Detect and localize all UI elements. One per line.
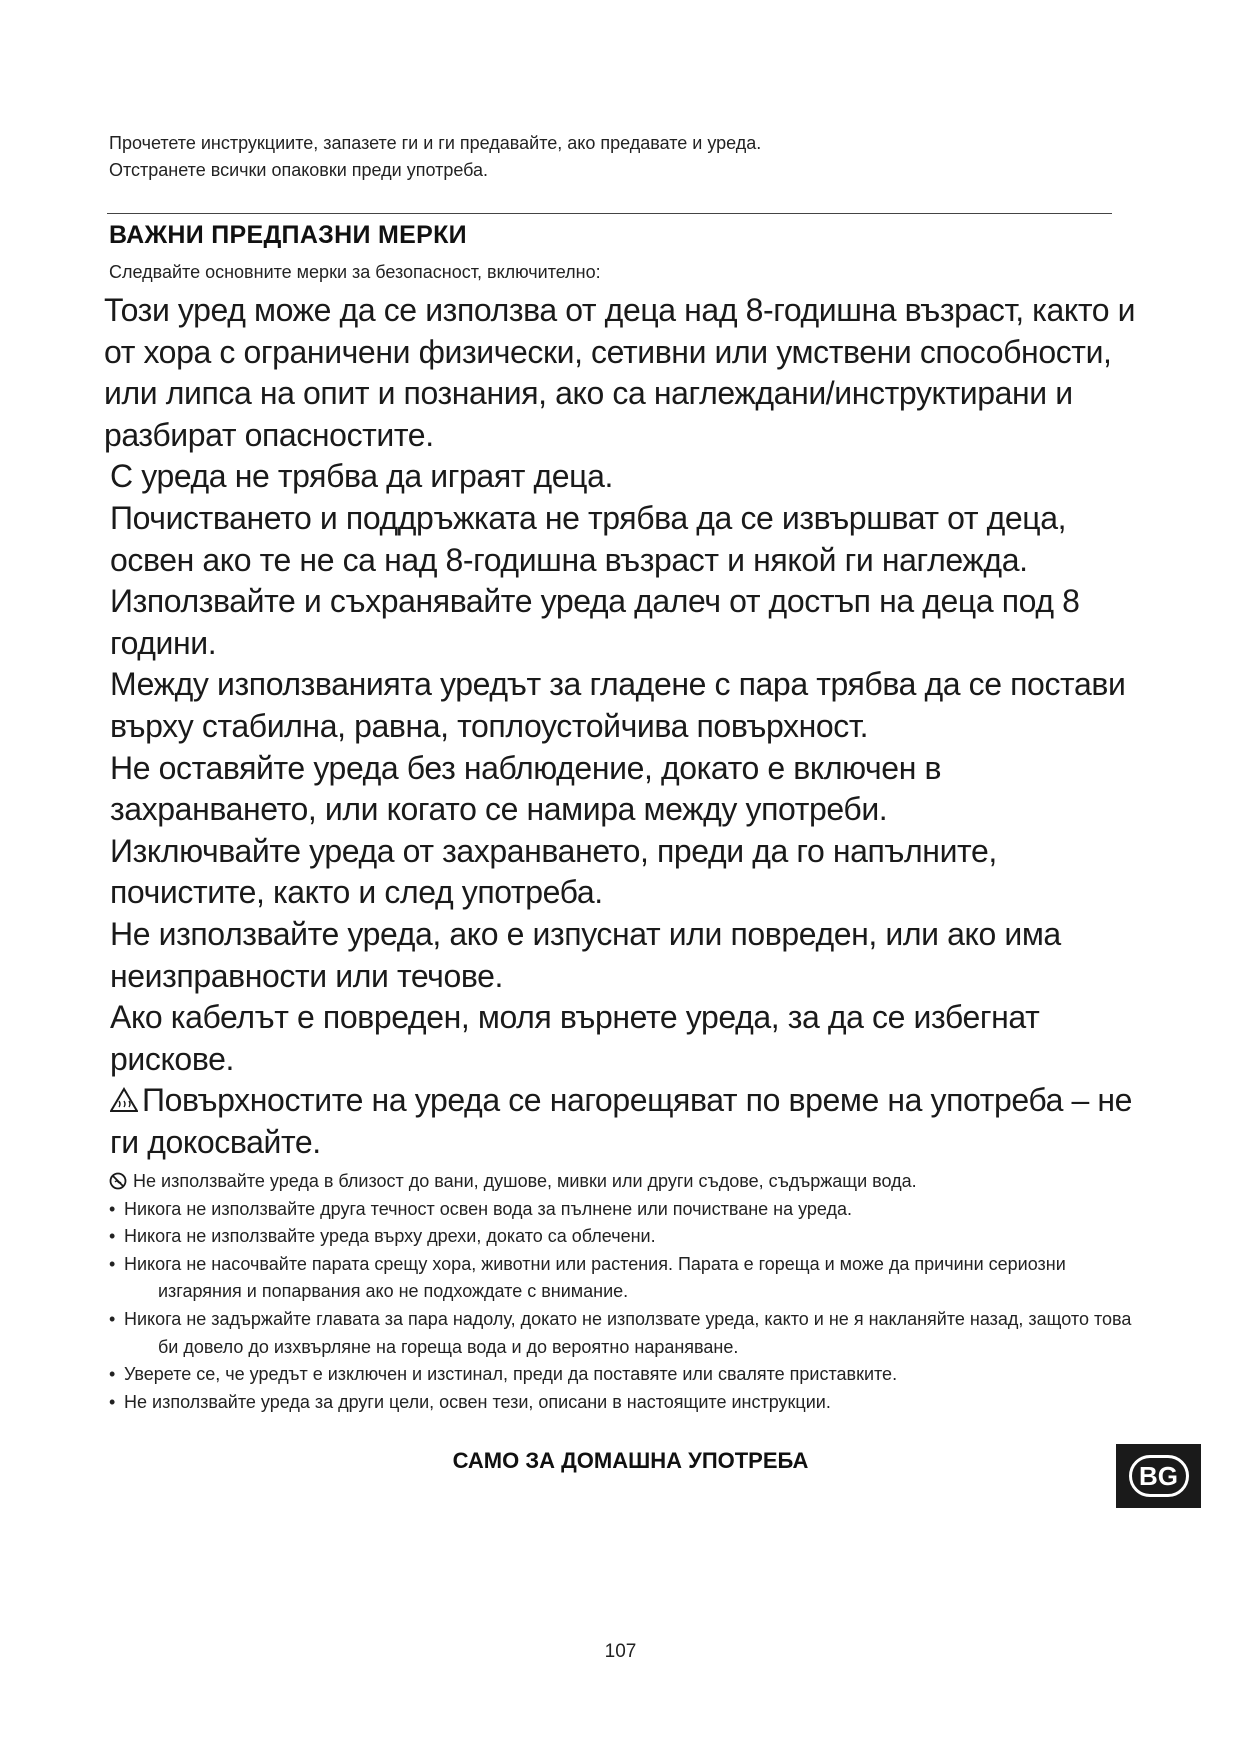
precaution-item: • Никога не използвайте уреда върху дрехи, докато са облечени. [109, 1223, 1139, 1251]
large-warning-item: Не използвайте уреда, ако е изпуснат или повреден, или ако има неизправности или течове. [110, 915, 1061, 994]
section-subtitle: Следвайте основните мерки за безопасност, включително: [109, 262, 601, 282]
bullet: • [109, 1391, 116, 1412]
precaution-item: Не използвайте уреда в близост до вани, душове, мивки или други съдове, съдържащи вода. [109, 1168, 1139, 1196]
bullet: • [109, 1226, 116, 1247]
bullet: • [109, 1198, 116, 1219]
large-warning-item: Между използванията уредът за гладене с пара трябва да се постави върху стабилна, равна, топлоустойчива повърхност. [110, 666, 1126, 744]
large-warnings-list [104, 290, 1144, 1163]
large-warning-item: Не оставяйте уреда без наблюдение, докато е включен в захранването, или когато се намира между употреби. [110, 749, 942, 828]
precaution-item: • Не използвайте уреда за други цели, освен тези, описани в настоящите инструкции. [109, 1389, 1139, 1417]
large-warning-item: Изключвайте уреда от захранването, преди да го напълните, почистите, както и след употреба. [110, 832, 997, 911]
large-warning-item: Повърхностите на уреда се нагорещяват по време на употреба – не ги докосвайте. [110, 1082, 1133, 1160]
bullet: • [109, 1364, 116, 1385]
hot-surface-warning-icon [110, 1087, 138, 1113]
large-warning-item: Този уред може да се използва от деца над 8-годишна възраст, както и от хора с ограничени физически, сетивни или умствени способности, или липса на опит и познания, ако са наглеждани/инструктирани и разбират опасностите. [104, 292, 1136, 453]
large-warning-item: Почистването и поддръжката не трябва да се извършват от деца, освен ако те не са над 8-годишна възраст и някой ги наглежда. [110, 499, 1067, 578]
language-code: BG [1129, 1455, 1189, 1497]
precaution-item: • Никога не използвайте друга течност освен вода за пълнене или почистване на уреда. [109, 1196, 1139, 1224]
intro-text [109, 130, 761, 184]
small-precautions-list [109, 1168, 1139, 1416]
intro-line-1: Прочетете инструкциите, запазете ги и ги предавайте, ако предавате и уреда. [109, 133, 762, 153]
bullet: • [109, 1308, 116, 1329]
large-warning-item: Ако кабелът е повреден, моля върнете уреда, за да се избегнат рискове. [110, 999, 1040, 1077]
household-use-only-title: САМО ЗА ДОМАШНА УПОТРЕБА [452, 1448, 809, 1473]
large-warning-item: С уреда не трябва да играят деца. [110, 458, 613, 495]
precaution-item: • Уверете се, че уредът е изключен и изстинал, преди да поставяте или сваляте приставките. [109, 1361, 1139, 1389]
large-warning-item: Използвайте и съхранявайте уреда далеч от достъп на деца под 8 години. [110, 583, 1080, 661]
page-number: 107 [604, 1641, 637, 1662]
section-divider [107, 213, 1112, 214]
intro-line-2: Отстранете всички опаковки преди употреба. [109, 160, 489, 180]
bullet: • [109, 1253, 116, 1274]
precaution-item: • Никога не задържайте главата за пара надолу, докато не използвате уреда, както и не я накланяйте назад, защото това би довело до изхвърляне на гореща вода и до вероятно нараняване. [109, 1306, 1139, 1361]
language-badge [1116, 1444, 1201, 1508]
no-water-prohibition-icon [109, 1172, 127, 1190]
precaution-item: • Никога не насочвайте парата срещу хора, животни или растения. Парата е гореща и може да причини сериозни изгаряния и попарвания ако не подхождате с внимание. [109, 1251, 1139, 1306]
section-title: ВАЖНИ ПРЕДПАЗНИ МЕРКИ [109, 221, 467, 249]
